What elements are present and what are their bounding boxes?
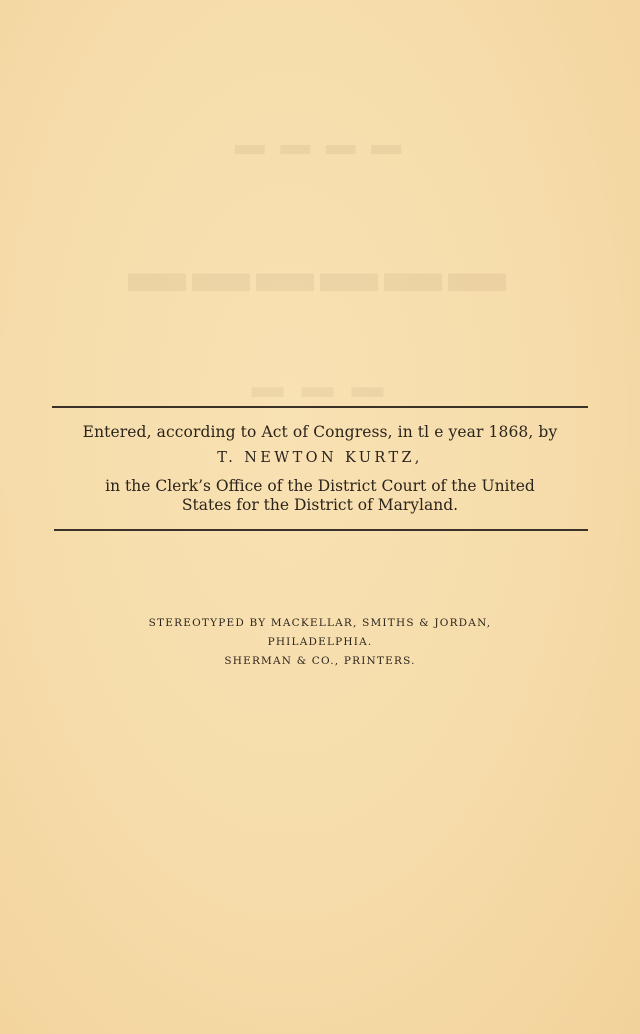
copyright-office-line: in the Clerk’s Office of the District Court of the United bbox=[105, 477, 535, 495]
copyright-entry-line: Entered, according to Act of Congress, in tl e year 1868, by bbox=[82, 423, 558, 441]
copyright-district-line: States for the District of Maryland. bbox=[181, 496, 459, 514]
printers-line: SHERMAN & CO., PRINTERS. bbox=[224, 655, 416, 667]
bleed-through-text: ▬▬▬▬▬▬ bbox=[128, 239, 512, 304]
stereotyped-line: STEREOTYPED BY MACKELLAR, SMITHS & JORDAN, bbox=[148, 617, 492, 629]
bleed-through-text: ▬ ▬ ▬ bbox=[251, 368, 389, 404]
bleed-through-text: ▬ ▬ ▬ ▬ bbox=[234, 128, 406, 161]
copyright-author: T. NEWTON KURTZ, bbox=[217, 450, 423, 466]
copyright-notice bbox=[40, 420, 600, 515]
top-rule bbox=[52, 406, 588, 408]
bottom-rule bbox=[54, 529, 588, 531]
imprint-city: PHILADELPHIA. bbox=[267, 636, 373, 648]
printer-imprint bbox=[40, 614, 600, 671]
